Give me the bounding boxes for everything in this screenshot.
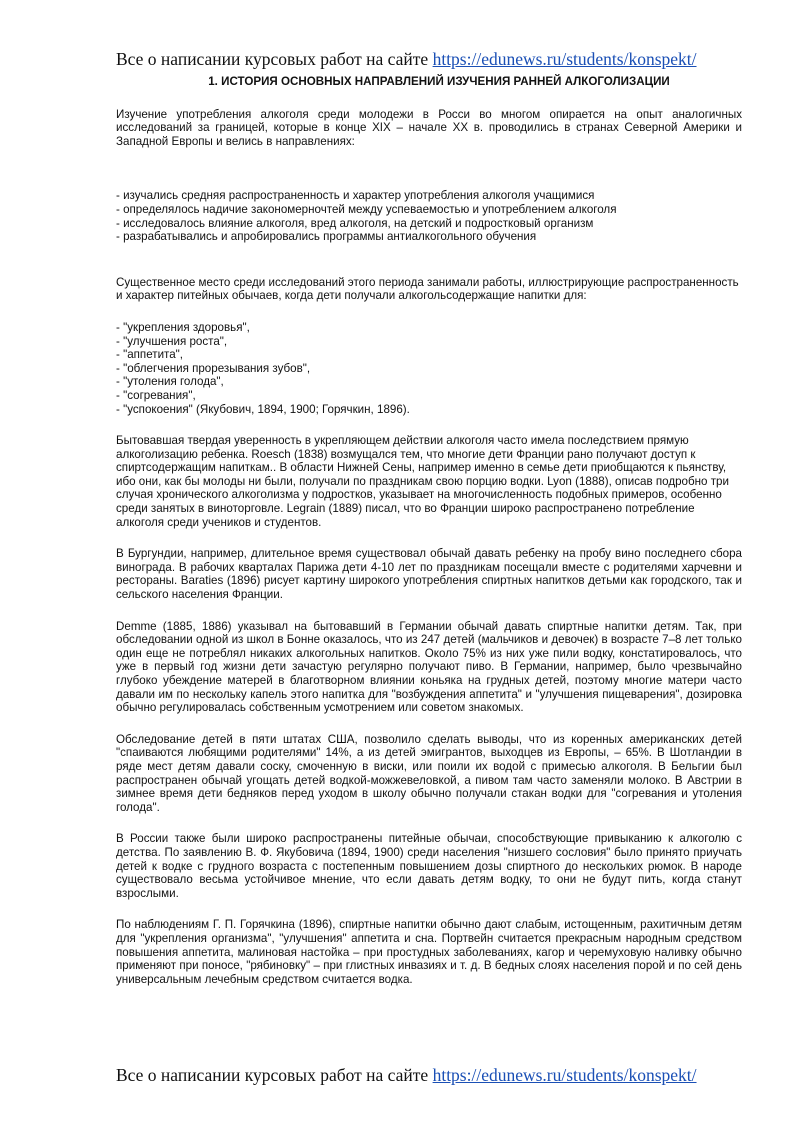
list-item: - исследовалось влияние алкоголя, вред алкоголя, на детский и подростковый организм — [116, 216, 594, 230]
list-item: - "укрепления здоровья", — [116, 320, 250, 334]
banner-text: Все о написании курсовых работ на сайте — [116, 49, 433, 69]
paragraph-goryachkin: По наблюдениям Г. П. Горячкина (1896), спиртные напитки обычно дают слабым, истощенным, рахитичным детям для "укрепления организма", "улучшения" аппетита и сна. Портвейн считается прекрасным народным средством повышения аппетита, малиновая настойка – при простудных заболеваниях, кагор и черемуховую наливку обычно применяют при поносе, "рябиновку" – при глистных инвазиях и т. д. В бедных слоях населения порой и по сей день универсальным лечебным средством считается водка. — [116, 918, 742, 986]
paragraph-russia: В России также были широко распространены питейные обычаи, способствующие привыканию к алкоголю с детства. По заявлению В. Ф. Якубовича (1894, 1900) среди населения "низшего сословия" было принято приучать детей к водке с грудного возраста с постепенным повышением дозы спиртного до нескольких рюмок. В народе существовало весьма устойчивое мнение, что если давать детям водку, то они не будут пить, когда станут взрослыми. — [116, 832, 742, 900]
list-item: - "аппетита", — [116, 348, 184, 362]
bottom-banner — [116, 1064, 760, 1086]
list-item: - разрабатывались и апробировались программы антиалкогольного обучения — [116, 230, 537, 244]
list-item: - определялось надичие закономерночтей между успеваемостью и употреблением алкоголя — [116, 202, 617, 216]
banner-text: Все о написании курсовых работ на сайте — [116, 1065, 433, 1085]
paragraph-germany: Demme (1885, 1886) указывал на бытовавший в Германии обычай давать спиртные напитки детям. Так, при обследовании одной из школ в Бонне оказалось, что из 247 детей (мальчиков и девочек) в возрасте 7–8 лет только один еще не потреблял никаких алкогольных напитков. Около 75% из них уже пили водку, констатировалось, что уже в первый год жизни дети зачастую регулярно получают пиво. В Германии, например, было чрезвычайно глубоко убеждение матерей в благотворном влиянии коньяка на грудных детей, поэтому многие матери часто давали им по нескольку капель этого напитка для "возбуждения аппетита" и "улучшения пищеварения", дозировка обычно регулировалась собственным усмотрением или советом знакомых. — [116, 619, 742, 715]
section-title: 1. ИСТОРИЯ ОСНОВНЫХ НАПРАВЛЕНИЙ ИЗУЧЕНИЯ РАННЕЙ АЛКОГОЛИЗАЦИИ — [208, 75, 670, 88]
list-item: - "облегчения прорезывания зубов", — [116, 361, 311, 375]
banner-link[interactable]: https://edunews.ru/students/konspekt/ — [432, 1065, 697, 1085]
banner-link[interactable]: https://edunews.ru/students/konspekt/ — [432, 49, 697, 69]
intro-paragraph: Изучение употребления алкоголя среди молодежи в Росси во многом опирается на опыт аналогичных исследований за границей, которые в конце XIX – начале XX в. проводились в странах Северной Америки и Западной Европы и велись в направлениях: — [116, 107, 742, 148]
paragraph-france: Бытовавшая твердая уверенность в укрепляющем действии алкоголя часто имела последствием прямую алкоголизацию ребенка. Roesch (1838) возмущался тем, что многие дети Франции рано получают доступ к спиртсодержащим напиткам.. В области Нижней Сены, например именно в семье дети приобщаются к пьянству, ибо они, как бы молоды ни были, получали по праздникам свою порцию водки. Lyon (1888), описав подробно три случая хронического алкоголизма у подростков, указывает на многочисленность подобных примеров, особенно среди занятых в виноторговле. Legrain (1889) писал, что во Франции широко распространено потребление алкоголя среди учеников и студентов. — [116, 434, 729, 529]
list-item: - изучались средняя распространенность и характер употребления алкоголя учащимися — [116, 189, 595, 203]
list-item: - "утоления голода", — [116, 375, 224, 389]
list-item: - "улучшения роста", — [116, 334, 228, 348]
paragraph-usa: Обследование детей в пяти штатах США, позволило сделать выводы, что из коренных американских детей "спаиваются любящими родителями" 14%, а из детей эмигрантов, выходцев из Европы, – 65%. В Шотландии в ряде мест детям давали соску, смоченную в виски, или поили их водой с примесью алкоголя. В Бельгии был распространен обычай угощать детей водкой-можжевеловкой, а пивом там часто заменяли молоко. В Австрии в зимнее время дети бедняков перед уходом в школу обычно получали стакан водки для "согревания и утоления голода". — [116, 732, 742, 814]
purposes-list — [116, 321, 742, 416]
document-body — [116, 75, 742, 986]
list-item: - "успокоения" (Якубович, 1894, 1900; Горячкин, 1896). — [116, 402, 410, 416]
list-item: - "согревания", — [116, 388, 196, 402]
directions-list — [116, 189, 742, 243]
top-banner — [116, 48, 760, 70]
paragraph-burgundy: В Бургундии, например, длительное время существовал обычай давать ребенку на пробу вино последнего сбора винограда. В рабочих кварталах Парижа дети 4-10 лет по праздникам посещали вместе с родителями харчевни и рестораны. Baraties (1896) рисует картину широкого употребления спиртных напитков детьми как городского, так и сельского населения Франции. — [116, 547, 742, 602]
research-paragraph: Существенное место среди исследований этого периода занимали работы, иллюстрирующие распространенность и характер питейных обычаев, когда дети получали алкогольсодержащие напитки для: — [116, 275, 739, 303]
